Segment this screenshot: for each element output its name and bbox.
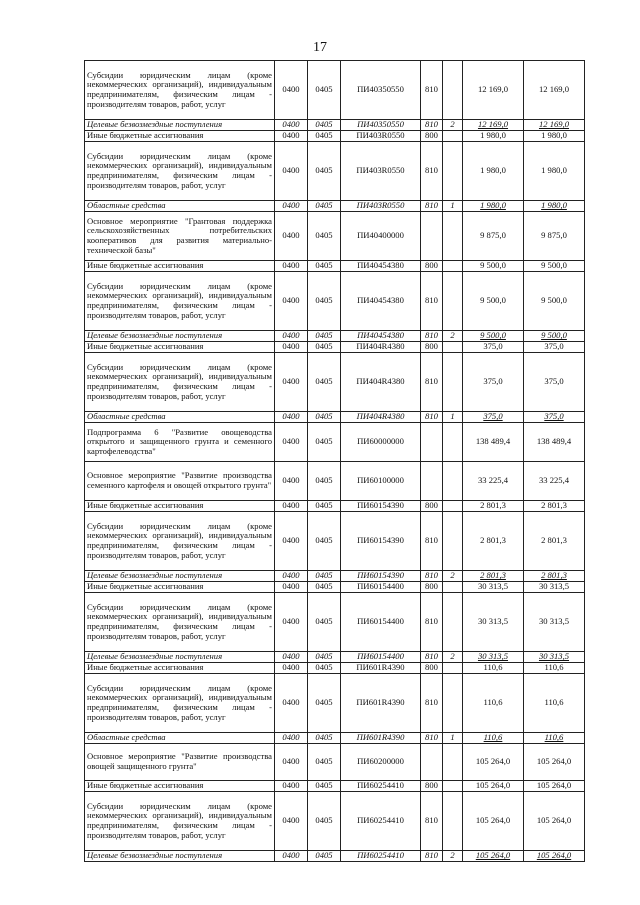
row-target-article: ПИ40400000	[341, 212, 421, 261]
table-row	[85, 462, 585, 501]
row-source-code	[443, 261, 463, 272]
row-target-article: ПИ60100000	[341, 462, 421, 501]
row-target-article: ПИ60200000	[341, 744, 421, 781]
row-target-article: ПИ60154400	[341, 652, 421, 663]
row-expense-type: 810	[421, 674, 443, 733]
row-target-article: ПИ40350550	[341, 61, 421, 120]
row-name: Субсидии юридическим лицам (кроме некоммерческих организаций), индивидуальным предпринимателям, физическим лицам - производителям товаров, работ, услуг	[85, 512, 275, 571]
row-amount-2: 1 980,0	[524, 131, 585, 142]
row-target-article: ПИ60154390	[341, 571, 421, 582]
table-row	[85, 851, 585, 862]
row-amount-2: 2 801,3	[524, 501, 585, 512]
table-row	[85, 120, 585, 131]
table-row	[85, 212, 585, 261]
row-target-article: ПИ60254410	[341, 781, 421, 792]
row-amount-1: 110,6	[463, 733, 524, 744]
row-source-code: 2	[443, 851, 463, 862]
row-name: Основное мероприятие "Развитие производства овощей защищенного грунта"	[85, 744, 275, 781]
budget-table	[84, 60, 585, 862]
row-name: Субсидии юридическим лицам (кроме некоммерческих организаций), индивидуальным предпринимателям, физическим лицам - производителям товаров, работ, услуг	[85, 142, 275, 201]
table-row	[85, 342, 585, 353]
row-amount-2: 33 225,4	[524, 462, 585, 501]
row-target-article: ПИ60154390	[341, 512, 421, 571]
table-row	[85, 744, 585, 781]
row-name: Субсидии юридическим лицам (кроме некоммерческих организаций), индивидуальным предпринимателям, физическим лицам - производителям товаров, работ, услуг	[85, 61, 275, 120]
row-expense-type: 800	[421, 501, 443, 512]
row-target-article: ПИ60254410	[341, 792, 421, 851]
row-expense-type	[421, 744, 443, 781]
table-row	[85, 501, 585, 512]
row-amount-2: 1 980,0	[524, 142, 585, 201]
row-section-code: 0400	[275, 501, 308, 512]
row-expense-type: 810	[421, 353, 443, 412]
row-amount-2: 12 169,0	[524, 61, 585, 120]
row-name: Субсидии юридическим лицам (кроме некоммерческих организаций), индивидуальным предпринимателям, физическим лицам - производителям товаров, работ, услуг	[85, 272, 275, 331]
row-amount-2: 2 801,3	[524, 571, 585, 582]
row-section-code: 0400	[275, 331, 308, 342]
row-amount-1: 1 980,0	[463, 142, 524, 201]
table-row	[85, 781, 585, 792]
row-section-code: 0400	[275, 744, 308, 781]
row-amount-1: 105 264,0	[463, 792, 524, 851]
row-name: Основное мероприятие "Грантовая поддержка сельскохозяйственных потребительских кооперативов для развития материально-технической базы"	[85, 212, 275, 261]
row-expense-type: 800	[421, 663, 443, 674]
row-source-code: 2	[443, 331, 463, 342]
row-amount-2: 375,0	[524, 342, 585, 353]
row-expense-type: 810	[421, 792, 443, 851]
row-source-code	[443, 663, 463, 674]
row-expense-type	[421, 423, 443, 462]
row-name: Иные бюджетные ассигнования	[85, 342, 275, 353]
row-expense-type: 810	[421, 61, 443, 120]
row-amount-1: 30 313,5	[463, 593, 524, 652]
row-section-code: 0400	[275, 582, 308, 593]
row-section-code: 0400	[275, 571, 308, 582]
row-name: Иные бюджетные ассигнования	[85, 131, 275, 142]
row-name: Областные средства	[85, 412, 275, 423]
row-source-code: 2	[443, 652, 463, 663]
row-subsection-code: 0405	[308, 462, 341, 501]
table-row	[85, 733, 585, 744]
row-name: Субсидии юридическим лицам (кроме некоммерческих организаций), индивидуальным предпринимателям, физическим лицам - производителям товаров, работ, услуг	[85, 593, 275, 652]
row-name: Иные бюджетные ассигнования	[85, 781, 275, 792]
row-target-article: ПИ403R0550	[341, 201, 421, 212]
row-amount-1: 2 801,3	[463, 512, 524, 571]
row-amount-1: 9 500,0	[463, 272, 524, 331]
row-name: Субсидии юридическим лицам (кроме некоммерческих организаций), индивидуальным предпринимателям, физическим лицам - производителям товаров, работ, услуг	[85, 353, 275, 412]
row-target-article: ПИ40350550	[341, 120, 421, 131]
row-expense-type: 810	[421, 512, 443, 571]
row-amount-1: 110,6	[463, 674, 524, 733]
table-row	[85, 131, 585, 142]
row-section-code: 0400	[275, 652, 308, 663]
row-target-article: ПИ601R4390	[341, 663, 421, 674]
row-section-code: 0400	[275, 342, 308, 353]
row-section-code: 0400	[275, 272, 308, 331]
row-target-article: ПИ601R4390	[341, 674, 421, 733]
row-amount-2: 110,6	[524, 663, 585, 674]
row-expense-type: 810	[421, 272, 443, 331]
row-section-code: 0400	[275, 851, 308, 862]
row-amount-1: 2 801,3	[463, 501, 524, 512]
row-name: Субсидии юридическим лицам (кроме некоммерческих организаций), индивидуальным предпринимателям, физическим лицам - производителям товаров, работ, услуг	[85, 674, 275, 733]
table-row	[85, 663, 585, 674]
row-amount-1: 138 489,4	[463, 423, 524, 462]
row-subsection-code: 0405	[308, 131, 341, 142]
row-subsection-code: 0405	[308, 674, 341, 733]
row-section-code: 0400	[275, 462, 308, 501]
row-target-article: ПИ40454380	[341, 331, 421, 342]
row-target-article: ПИ60154400	[341, 582, 421, 593]
row-name: Целевые безвозмездные поступления	[85, 571, 275, 582]
row-section-code: 0400	[275, 792, 308, 851]
row-source-code: 1	[443, 733, 463, 744]
table-row	[85, 412, 585, 423]
table-row	[85, 674, 585, 733]
row-amount-2: 9 500,0	[524, 331, 585, 342]
table-row	[85, 61, 585, 120]
row-expense-type: 810	[421, 142, 443, 201]
row-expense-type: 800	[421, 131, 443, 142]
row-subsection-code: 0405	[308, 342, 341, 353]
row-section-code: 0400	[275, 261, 308, 272]
row-target-article: ПИ404R4380	[341, 342, 421, 353]
row-section-code: 0400	[275, 674, 308, 733]
row-amount-1: 30 313,5	[463, 582, 524, 593]
row-amount-2: 30 313,5	[524, 652, 585, 663]
row-amount-2: 9 500,0	[524, 272, 585, 331]
row-source-code	[443, 792, 463, 851]
row-amount-1: 375,0	[463, 353, 524, 412]
row-section-code: 0400	[275, 120, 308, 131]
row-source-code: 2	[443, 571, 463, 582]
row-subsection-code: 0405	[308, 212, 341, 261]
row-section-code: 0400	[275, 663, 308, 674]
row-subsection-code: 0405	[308, 663, 341, 674]
row-expense-type: 810	[421, 331, 443, 342]
row-section-code: 0400	[275, 423, 308, 462]
table-row	[85, 353, 585, 412]
row-amount-2: 375,0	[524, 353, 585, 412]
row-expense-type	[421, 212, 443, 261]
row-amount-1: 375,0	[463, 342, 524, 353]
row-source-code	[443, 512, 463, 571]
row-name: Целевые безвозмездные поступления	[85, 331, 275, 342]
row-subsection-code: 0405	[308, 201, 341, 212]
row-amount-1: 2 801,3	[463, 571, 524, 582]
row-amount-2: 9 875,0	[524, 212, 585, 261]
row-target-article: ПИ40454380	[341, 272, 421, 331]
table-row	[85, 582, 585, 593]
row-subsection-code: 0405	[308, 512, 341, 571]
row-target-article: ПИ60254410	[341, 851, 421, 862]
row-source-code	[443, 423, 463, 462]
table-row	[85, 571, 585, 582]
row-source-code	[443, 462, 463, 501]
row-target-article: ПИ404R4380	[341, 353, 421, 412]
row-expense-type: 810	[421, 571, 443, 582]
row-section-code: 0400	[275, 201, 308, 212]
row-subsection-code: 0405	[308, 272, 341, 331]
row-expense-type: 810	[421, 120, 443, 131]
row-section-code: 0400	[275, 512, 308, 571]
row-target-article: ПИ60000000	[341, 423, 421, 462]
row-source-code	[443, 212, 463, 261]
row-source-code	[443, 582, 463, 593]
row-amount-2: 1 980,0	[524, 201, 585, 212]
row-section-code: 0400	[275, 593, 308, 652]
row-name: Иные бюджетные ассигнования	[85, 663, 275, 674]
row-expense-type: 810	[421, 201, 443, 212]
row-source-code	[443, 61, 463, 120]
row-subsection-code: 0405	[308, 142, 341, 201]
row-subsection-code: 0405	[308, 571, 341, 582]
row-amount-2: 105 264,0	[524, 851, 585, 862]
row-amount-1: 30 313,5	[463, 652, 524, 663]
row-source-code	[443, 674, 463, 733]
row-name: Иные бюджетные ассигнования	[85, 582, 275, 593]
row-target-article: ПИ404R4380	[341, 412, 421, 423]
row-amount-2: 2 801,3	[524, 512, 585, 571]
row-amount-1: 1 980,0	[463, 201, 524, 212]
row-section-code: 0400	[275, 733, 308, 744]
row-target-article: ПИ403R0550	[341, 131, 421, 142]
row-subsection-code: 0405	[308, 781, 341, 792]
row-amount-1: 9 500,0	[463, 331, 524, 342]
row-name: Целевые безвозмездные поступления	[85, 652, 275, 663]
row-amount-2: 30 313,5	[524, 593, 585, 652]
table-row	[85, 261, 585, 272]
row-section-code: 0400	[275, 212, 308, 261]
row-expense-type: 800	[421, 781, 443, 792]
row-subsection-code: 0405	[308, 120, 341, 131]
table-row	[85, 512, 585, 571]
row-amount-2: 138 489,4	[524, 423, 585, 462]
row-amount-2: 105 264,0	[524, 744, 585, 781]
row-target-article: ПИ40454380	[341, 261, 421, 272]
row-section-code: 0400	[275, 412, 308, 423]
row-amount-1: 1 980,0	[463, 131, 524, 142]
row-amount-1: 9 875,0	[463, 212, 524, 261]
row-target-article: ПИ403R0550	[341, 142, 421, 201]
row-expense-type: 800	[421, 261, 443, 272]
row-subsection-code: 0405	[308, 261, 341, 272]
row-source-code	[443, 342, 463, 353]
row-source-code	[443, 781, 463, 792]
row-name: Иные бюджетные ассигнования	[85, 501, 275, 512]
row-expense-type	[421, 462, 443, 501]
row-amount-2: 105 264,0	[524, 792, 585, 851]
row-source-code	[443, 272, 463, 331]
row-amount-1: 105 264,0	[463, 744, 524, 781]
row-section-code: 0400	[275, 61, 308, 120]
table-row	[85, 593, 585, 652]
row-subsection-code: 0405	[308, 501, 341, 512]
row-name: Областные средства	[85, 201, 275, 212]
row-expense-type: 810	[421, 733, 443, 744]
row-source-code: 1	[443, 412, 463, 423]
row-amount-1: 33 225,4	[463, 462, 524, 501]
row-name: Целевые безвозмездные поступления	[85, 851, 275, 862]
row-amount-1: 110,6	[463, 663, 524, 674]
page-number: 17	[313, 40, 327, 55]
row-subsection-code: 0405	[308, 593, 341, 652]
row-name: Иные бюджетные ассигнования	[85, 261, 275, 272]
row-amount-1: 105 264,0	[463, 851, 524, 862]
row-name: Целевые безвозмездные поступления	[85, 120, 275, 131]
row-subsection-code: 0405	[308, 353, 341, 412]
row-name: Подпрограмма 6 "Развитие овощеводства открытого и защищенного грунта и семенного картофелеводства"	[85, 423, 275, 462]
row-amount-2: 110,6	[524, 674, 585, 733]
table-row	[85, 652, 585, 663]
row-source-code: 2	[443, 120, 463, 131]
row-expense-type: 810	[421, 851, 443, 862]
row-amount-2: 30 313,5	[524, 582, 585, 593]
row-section-code: 0400	[275, 142, 308, 201]
row-subsection-code: 0405	[308, 733, 341, 744]
row-subsection-code: 0405	[308, 851, 341, 862]
row-expense-type: 810	[421, 652, 443, 663]
row-subsection-code: 0405	[308, 582, 341, 593]
row-name: Областные средства	[85, 733, 275, 744]
row-subsection-code: 0405	[308, 423, 341, 462]
row-amount-1: 12 169,0	[463, 61, 524, 120]
table-row	[85, 142, 585, 201]
row-subsection-code: 0405	[308, 61, 341, 120]
row-amount-2: 12 169,0	[524, 120, 585, 131]
row-source-code	[443, 353, 463, 412]
budget-table-body	[85, 61, 585, 862]
row-subsection-code: 0405	[308, 412, 341, 423]
row-amount-2: 105 264,0	[524, 781, 585, 792]
row-expense-type: 800	[421, 582, 443, 593]
row-subsection-code: 0405	[308, 792, 341, 851]
row-amount-1: 375,0	[463, 412, 524, 423]
row-expense-type: 810	[421, 593, 443, 652]
row-section-code: 0400	[275, 131, 308, 142]
table-row	[85, 792, 585, 851]
row-source-code: 1	[443, 201, 463, 212]
table-row	[85, 201, 585, 212]
row-subsection-code: 0405	[308, 652, 341, 663]
row-amount-2: 375,0	[524, 412, 585, 423]
row-expense-type: 810	[421, 412, 443, 423]
row-name: Основное мероприятие "Развитие производства семенного картофеля и овощей открытого грунта"	[85, 462, 275, 501]
row-source-code	[443, 593, 463, 652]
row-subsection-code: 0405	[308, 744, 341, 781]
row-target-article: ПИ601R4390	[341, 733, 421, 744]
row-source-code	[443, 131, 463, 142]
row-subsection-code: 0405	[308, 331, 341, 342]
row-source-code	[443, 142, 463, 201]
row-source-code	[443, 501, 463, 512]
table-row	[85, 272, 585, 331]
row-amount-2: 110,6	[524, 733, 585, 744]
row-section-code: 0400	[275, 353, 308, 412]
table-row	[85, 423, 585, 462]
row-target-article: ПИ60154390	[341, 501, 421, 512]
row-amount-2: 9 500,0	[524, 261, 585, 272]
row-source-code	[443, 744, 463, 781]
row-amount-1: 105 264,0	[463, 781, 524, 792]
row-section-code: 0400	[275, 781, 308, 792]
row-target-article: ПИ60154400	[341, 593, 421, 652]
row-amount-1: 9 500,0	[463, 261, 524, 272]
table-row	[85, 331, 585, 342]
row-amount-1: 12 169,0	[463, 120, 524, 131]
row-name: Субсидии юридическим лицам (кроме некоммерческих организаций), индивидуальным предпринимателям, физическим лицам - производителям товаров, работ, услуг	[85, 792, 275, 851]
row-expense-type: 800	[421, 342, 443, 353]
